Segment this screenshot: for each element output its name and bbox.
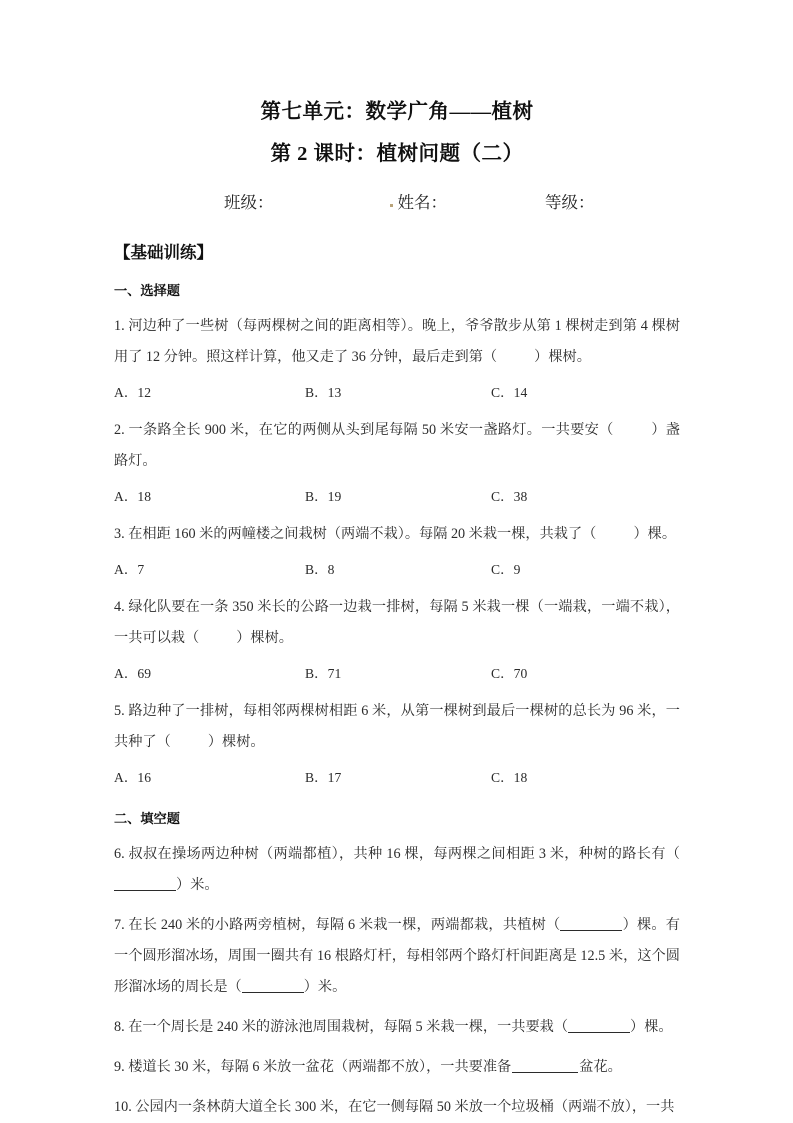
question-7-answer-blank-2[interactable] xyxy=(242,978,304,993)
question-4-text-after: ）棵树。 xyxy=(236,630,293,647)
section-heading-fill-in-blank: 二、填空题 xyxy=(114,811,180,827)
question-1-option-a[interactable]: A．12 xyxy=(114,385,152,401)
question-1-text-after: ）棵树。 xyxy=(534,349,591,366)
question-3 xyxy=(114,519,680,550)
question-1-option-b[interactable]: B．13 xyxy=(305,385,342,401)
question-8-part1: 8. 在一个周长是 240 米的游泳池周围栽树，每隔 5 米栽一棵，一共要栽（ xyxy=(114,1019,569,1036)
name-label: 姓名： xyxy=(397,193,447,213)
question-10 xyxy=(114,1092,680,1123)
question-8-answer-blank[interactable] xyxy=(568,1018,630,1033)
question-4-option-b[interactable]: B．71 xyxy=(305,666,342,682)
question-2-option-b[interactable]: B．19 xyxy=(305,489,342,505)
question-4-options xyxy=(114,661,680,687)
question-7-answer-blank-1[interactable] xyxy=(560,916,622,931)
student-info-line xyxy=(114,189,680,213)
question-6-answer-blank[interactable] xyxy=(114,876,176,891)
question-5-option-b[interactable]: B．17 xyxy=(305,770,342,786)
question-1-options xyxy=(114,380,680,406)
document-title-lesson: 第 2 课时：植树问题（二） xyxy=(270,142,524,165)
question-7-part2: ）棵。有一个圆形溜冰场，周围一圈共有 16 根路灯杆，每相邻两个路灯杆间距离是 12.5 米，这个圆形溜冰场的周长是（ xyxy=(114,917,680,996)
question-3-options xyxy=(114,557,680,583)
question-7-part1: 7. 在长 240 米的小路两旁植树，每隔 6 米栽一棵，两端都栽，共植树（ xyxy=(114,917,561,934)
question-10-part1: 10. 公园内一条林荫大道全长 300 米，在它一侧每隔 50 米放一个垃圾桶（两端不放），一共 xyxy=(114,1099,675,1116)
question-1 xyxy=(114,311,680,373)
question-3-option-a[interactable]: A．7 xyxy=(114,562,145,578)
stray-mark-icon xyxy=(390,204,393,207)
question-2-option-a[interactable]: A．18 xyxy=(114,489,152,505)
question-2-option-c[interactable]: C．38 xyxy=(491,489,528,505)
question-2 xyxy=(114,415,680,477)
question-9-part2: 盆花。 xyxy=(579,1059,622,1076)
question-5-text-before: 5. 路边种了一排树，每相邻两棵树相距 6 米，从第一棵树到最后一棵树的总长为 96 米，一共种了（ xyxy=(114,703,680,751)
question-4-option-c[interactable]: C．70 xyxy=(491,666,528,682)
grade-label: 等级： xyxy=(545,193,595,213)
question-8-part2: ）棵。 xyxy=(630,1019,673,1036)
question-1-text-before: 1. 河边种了一些树（每两棵树之间的距离相等）。晚上，爷爷散步从第 1 棵树走到第 4 棵树用了 12 分钟。照这样计算，他又走了 36 分钟，最后走到第（ xyxy=(114,318,680,366)
question-5-option-a[interactable]: A．16 xyxy=(114,770,152,786)
question-4-option-a[interactable]: A．69 xyxy=(114,666,152,682)
question-8 xyxy=(114,1012,680,1043)
question-4 xyxy=(114,592,680,654)
question-3-option-c[interactable]: C．9 xyxy=(491,562,521,578)
question-5-option-c[interactable]: C．18 xyxy=(491,770,528,786)
section-heading-multiple-choice: 一、选择题 xyxy=(114,283,180,299)
question-1-option-c[interactable]: C．14 xyxy=(491,385,528,401)
question-6-part1: 6. 叔叔在操场两边种树（两端都植），共种 16 棵，每两棵之间相距 3 米，种树的路长有（ xyxy=(114,846,680,863)
question-9-part1: 9. 楼道长 30 米，每隔 6 米放一盆花（两端都不放），一共要准备 xyxy=(114,1059,512,1076)
document-title-unit: 第七单元：数学广角——植树 xyxy=(260,101,534,123)
question-2-text-before: 2. 一条路全长 900 米，在它的两侧从头到尾每隔 50 米安一盏路灯。一共要安（ xyxy=(114,422,614,439)
question-7 xyxy=(114,910,680,1003)
question-3-option-b[interactable]: B．8 xyxy=(305,562,335,578)
question-9 xyxy=(114,1052,680,1083)
question-5 xyxy=(114,696,680,758)
question-3-text-after: ）棵。 xyxy=(633,526,677,543)
question-6-part2: ）米。 xyxy=(176,877,219,894)
question-7-part3: ）米。 xyxy=(303,979,347,996)
class-label: 班级： xyxy=(224,193,274,213)
block-title-basic-training: 【基础训练】 xyxy=(114,244,213,263)
question-2-text-after: ）盏路灯。 xyxy=(114,422,680,470)
question-2-options xyxy=(114,484,680,510)
page-content xyxy=(114,0,680,1123)
question-4-text-before: 4. 绿化队要在一条 350 米长的公路一边栽一排树，每隔 5 米栽一棵（一端栽，一端不栽），一共可以栽（ xyxy=(114,599,680,647)
question-6 xyxy=(114,839,680,901)
question-5-text-after: ）棵树。 xyxy=(207,734,265,751)
question-5-options xyxy=(114,765,680,791)
question-9-answer-blank[interactable] xyxy=(512,1058,578,1073)
question-3-text-before: 3. 在相距 160 米的两幢楼之间栽树（两端不栽）。每隔 20 米栽一棵，共栽了（ xyxy=(114,526,597,543)
